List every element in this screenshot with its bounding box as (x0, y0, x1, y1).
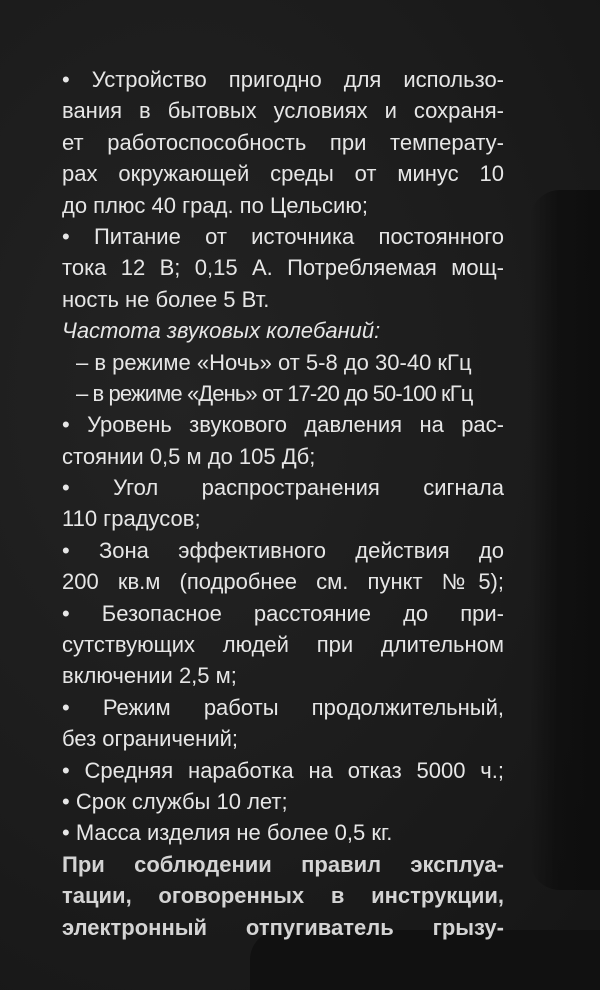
text-line: • Средняя наработка на отказ 5000 ч.; (62, 757, 504, 783)
spec-text-block (62, 64, 504, 943)
scan-shadow-right (530, 190, 600, 890)
text-line: рах окружающей среды от минус 10 (62, 161, 504, 187)
text-line: • Уровень звукового давления на рас- (62, 412, 504, 438)
text-line: 110 градусов; (62, 506, 201, 532)
text-line: вания в бытовых условиях и сохраня- (62, 98, 504, 124)
text-line: • Режим работы продолжительный, (62, 694, 504, 720)
frequency-night-mode: – в режиме «Ночь» от 5-8 до 30-40 кГц (76, 349, 472, 375)
text-line: сутствующих людей при длительном (62, 632, 504, 658)
text-line: • Угол распространения сигнала (62, 475, 504, 501)
bold-paragraph-line: При соблюдении правил эксплуа- (62, 851, 504, 877)
text-line: ет работоспособность при температу- (62, 129, 504, 155)
text-line: • Срок службы 10 лет; (62, 788, 288, 814)
text-line: ность не более 5 Вт. (62, 286, 270, 312)
bold-paragraph-line: тации, оговоренных в инструкции, (62, 883, 504, 909)
text-line: • Устройство пригодно для использо- (62, 67, 504, 92)
text-line: без ограничений; (62, 726, 239, 752)
bold-paragraph-line: электронный отпугиватель грызу- (62, 914, 504, 940)
text-line: • Безопасное расстояние до при- (62, 600, 504, 626)
text-line: тока 12 В; 0,15 А. Потребляемая мощ- (62, 255, 504, 281)
text-line: включении 2,5 м; (62, 663, 237, 689)
frequency-day-mode: – в режиме «День» от 17-20 до 50-100 кГц (76, 380, 473, 406)
text-line: 200 кв.м (подробнее см. пункт №5); (62, 569, 504, 595)
text-line: • Питание от источника постоянного (62, 223, 504, 249)
text-line: • Зона эффективного действия до (62, 537, 504, 563)
frequency-heading: Частота звуковых колебаний: (62, 318, 381, 344)
text-line: до плюс 40 град. по Цельсию; (62, 192, 368, 218)
text-line: стоянии 0,5 м до 105 Дб; (62, 443, 316, 469)
text-line: • Масса изделия не более 0,5 кг. (62, 820, 393, 846)
